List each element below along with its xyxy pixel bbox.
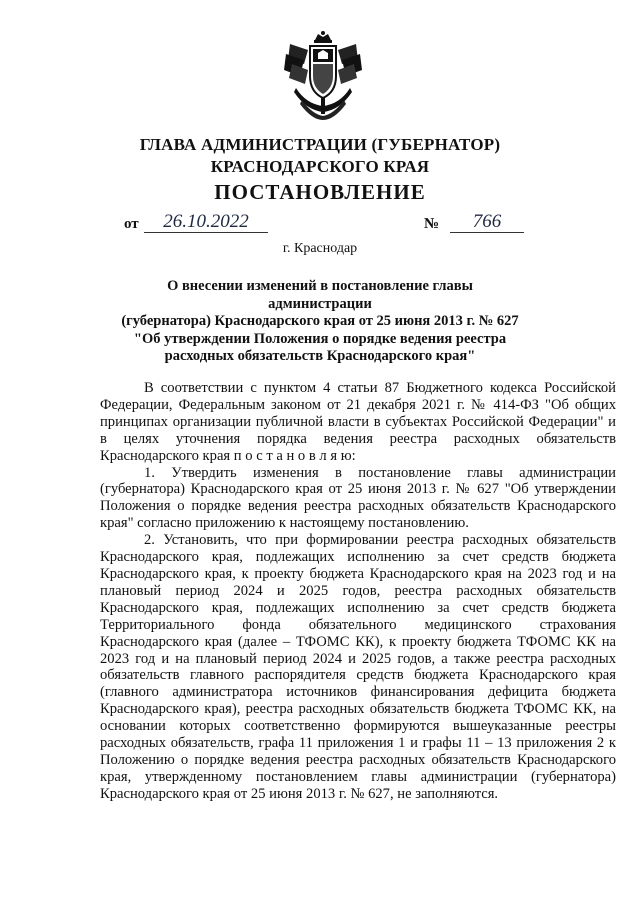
number-label: № (424, 216, 440, 232)
title-line-1: О внесении изменений в постановление главы администрации (167, 278, 473, 312)
date-number-line (124, 212, 524, 238)
document-title (120, 278, 520, 366)
title-line-3: "Об утверждении Положения о порядке ведения реестра (133, 330, 507, 347)
title-line-4: расходных обязательств Краснодарского края" (164, 348, 476, 364)
paragraph-preamble: В соответствии с пунктом 4 статьи 87 Бюджетного кодекса Российской Федерации, Федеральным законом от 21 декабря 2021 г. № 414-ФЗ "Об общих принципах организации публичной власти в субъектах Российской Федерации" и в целях уточнения порядка ведения реестра расходных обязательств Краснодарского края п о с т а н о в л я ю: (100, 380, 616, 464)
authority-line-2: КРАСНОДАРСКОГО КРАЯ (210, 157, 430, 176)
paragraph-item-2: 2. Установить, что при формировании реестра расходных обязательств Краснодарского края, подлежащих исполнению за счет средств бюджета Краснодарского края, к проекту бюджета Краснодарского края на 2023 год и на плановый период 2024 и 2025 годов, реестра расходных обязательств Краснодарского края, подлежащих исполнению за счет средств бюджета Территориального фонда обязательного медицинского страхования Краснодарского края (далее – ТФОМС КК), к проекту бюджета ТФОМС КК на 2023 год и на плановый период 2024 и 2025 годов, а также реестра расходных обязательств главного распорядителя средств бюджета Краснодарского края (главного администратора источников финансирования дефицита бюджета Краснодарского края), реестра расходных обязательств бюджета ТФОМС КК, на основании которых соответственно формируются вышеуказанные реестры расходных обязательств, графа 11 приложения 1 и графы 11 – 13 приложения 2 к Положению о порядке ведения реестра расходных обязательств Краснодарского края, утвержденному постановлением главы администрации (губернатора) Краснодарского края от 25 июня 2013 г. № 627, не заполняются. (100, 532, 616, 802)
document-type: ПОСТАНОВЛЕНИЕ (214, 180, 426, 204)
paragraph-item-1: 1. Утвердить изменения в постановление главы администрации (губернатора) Краснодарского края от 25 июня 2013 г. № 627 "Об утверждении Положения о порядке ведения реестра расходных обязательств Краснодарского края" согласно приложению к настоящему постановлению. (100, 464, 616, 532)
city: г. Краснодар (282, 241, 358, 256)
authority-heading (0, 134, 640, 178)
title-line-2: (губернатора) Краснодарского края от 25 июня 2013 г. № 627 (121, 313, 519, 329)
authority-line-1: ГЛАВА АДМИНИСТРАЦИИ (ГУБЕРНАТОР) (139, 135, 501, 154)
coat-of-arms-icon (282, 30, 364, 120)
document-body (100, 380, 616, 803)
number-value: 766 (450, 212, 524, 233)
date-label: от (124, 216, 139, 232)
date-value: 26.10.2022 (144, 212, 268, 233)
